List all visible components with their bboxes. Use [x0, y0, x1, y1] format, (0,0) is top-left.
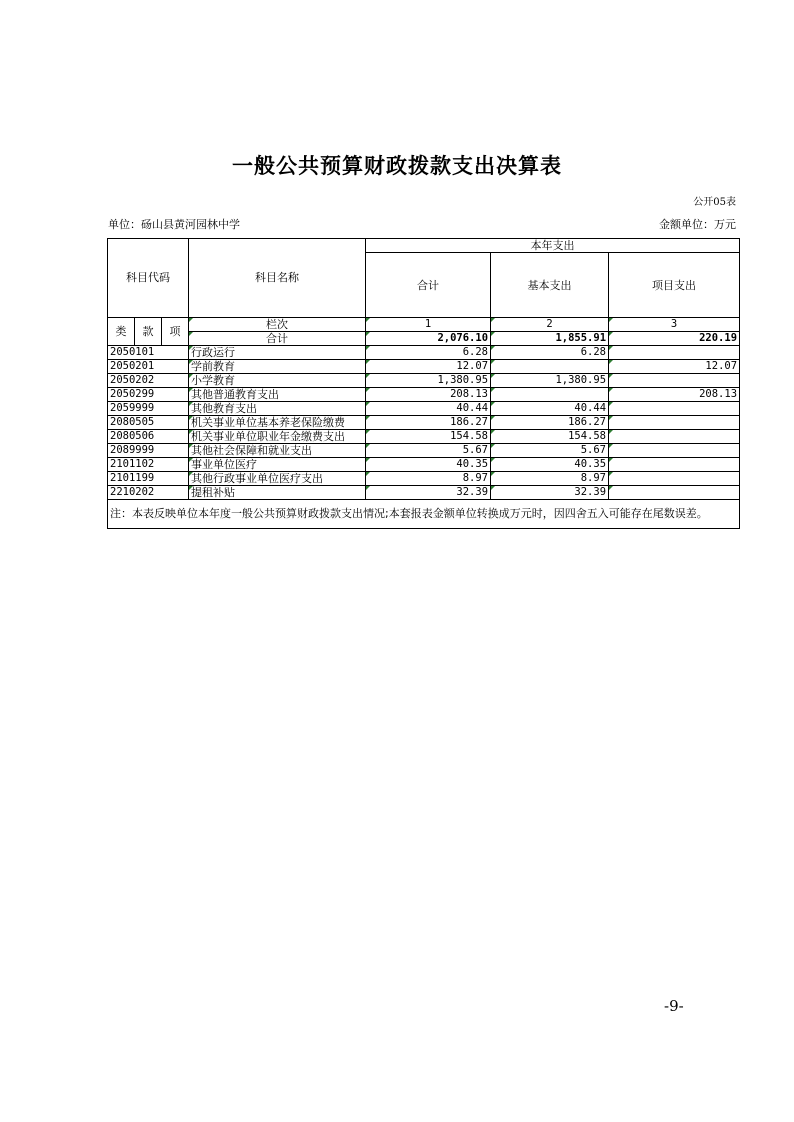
row-basic: 6.28	[491, 346, 609, 360]
row-code: 2101102	[108, 458, 189, 472]
row-total: 40.35	[366, 458, 491, 472]
total-total: 2,076.10	[366, 332, 491, 346]
header-col1: 1	[366, 318, 491, 332]
row-code: 2050202	[108, 374, 189, 388]
table-row	[108, 416, 740, 430]
header-col2: 2	[491, 318, 609, 332]
table-row	[108, 360, 740, 374]
row-project	[609, 472, 740, 486]
expense-table	[107, 238, 740, 529]
total-row	[108, 332, 740, 346]
row-name: 其他社会保障和就业支出	[189, 444, 366, 458]
row-basic: 8.97	[491, 472, 609, 486]
row-total: 8.97	[366, 472, 491, 486]
row-code: 2050201	[108, 360, 189, 374]
header-year-expense: 本年支出	[366, 239, 740, 253]
row-name: 提租补贴	[189, 486, 366, 500]
form-number: 公开05表	[693, 197, 736, 208]
page-title: 一般公共预算财政拨款支出决算表	[232, 154, 562, 178]
row-basic: 1,380.95	[491, 374, 609, 388]
row-name: 其他普通教育支出	[189, 388, 366, 402]
amount-unit-label: 金额单位：万元	[659, 218, 736, 231]
total-project: 220.19	[609, 332, 740, 346]
row-total: 32.39	[366, 486, 491, 500]
row-basic: 5.67	[491, 444, 609, 458]
row-basic: 40.44	[491, 402, 609, 416]
row-basic: 40.35	[491, 458, 609, 472]
header-row-1	[108, 239, 740, 253]
row-total: 6.28	[366, 346, 491, 360]
row-basic: 32.39	[491, 486, 609, 500]
row-total: 208.13	[366, 388, 491, 402]
total-label: 合计	[189, 332, 366, 346]
row-code: 2080506	[108, 430, 189, 444]
page-number: -9-	[664, 997, 684, 1015]
table-row	[108, 472, 740, 486]
header-project: 项目支出	[609, 253, 740, 318]
row-name: 机关事业单位基本养老保险缴费	[189, 416, 366, 430]
table-note: 注：本表反映单位本年度一般公共预算财政拨款支出情况;本套报表金额单位转换成万元时，因四舍五入可能存在尾数误差。	[108, 500, 740, 529]
note-row	[108, 500, 740, 529]
row-code: 2050299	[108, 388, 189, 402]
row-project: 208.13	[609, 388, 740, 402]
row-project	[609, 444, 740, 458]
row-name: 机关事业单位职业年金缴费支出	[189, 430, 366, 444]
row-code: 2059999	[108, 402, 189, 416]
row-code: 2080505	[108, 416, 189, 430]
row-code: 2089999	[108, 444, 189, 458]
table-row	[108, 444, 740, 458]
total-basic: 1,855.91	[491, 332, 609, 346]
header-row-3	[108, 318, 740, 332]
header-column-no: 栏次	[189, 318, 366, 332]
row-basic	[491, 388, 609, 402]
header-item: 项	[162, 318, 189, 346]
table-row	[108, 374, 740, 388]
header-basic: 基本支出	[491, 253, 609, 318]
row-project	[609, 430, 740, 444]
row-code: 2101199	[108, 472, 189, 486]
row-name: 其他教育支出	[189, 402, 366, 416]
row-basic: 186.27	[491, 416, 609, 430]
unit-label: 单位：砀山县黄河园林中学	[108, 218, 240, 231]
row-project	[609, 402, 740, 416]
row-name: 小学教育	[189, 374, 366, 388]
row-project	[609, 346, 740, 360]
header-section: 款	[135, 318, 162, 346]
table-row	[108, 430, 740, 444]
table-row	[108, 346, 740, 360]
row-project	[609, 374, 740, 388]
row-total: 12.07	[366, 360, 491, 374]
header-col3: 3	[609, 318, 740, 332]
row-project	[609, 486, 740, 500]
table-row	[108, 486, 740, 500]
row-name: 学前教育	[189, 360, 366, 374]
row-name: 行政运行	[189, 346, 366, 360]
row-code: 2210202	[108, 486, 189, 500]
row-basic: 154.58	[491, 430, 609, 444]
row-total: 1,380.95	[366, 374, 491, 388]
row-total: 5.67	[366, 444, 491, 458]
header-class: 类	[108, 318, 135, 346]
row-total: 154.58	[366, 430, 491, 444]
row-total: 186.27	[366, 416, 491, 430]
header-code: 科目代码	[108, 239, 189, 318]
row-project	[609, 416, 740, 430]
row-project: 12.07	[609, 360, 740, 374]
row-project	[609, 458, 740, 472]
row-basic	[491, 360, 609, 374]
row-total: 40.44	[366, 402, 491, 416]
header-total: 合计	[366, 253, 491, 318]
header-name: 科目名称	[189, 239, 366, 318]
table-row	[108, 402, 740, 416]
row-code: 2050101	[108, 346, 189, 360]
table-row	[108, 458, 740, 472]
row-name: 事业单位医疗	[189, 458, 366, 472]
row-name: 其他行政事业单位医疗支出	[189, 472, 366, 486]
table-row	[108, 388, 740, 402]
